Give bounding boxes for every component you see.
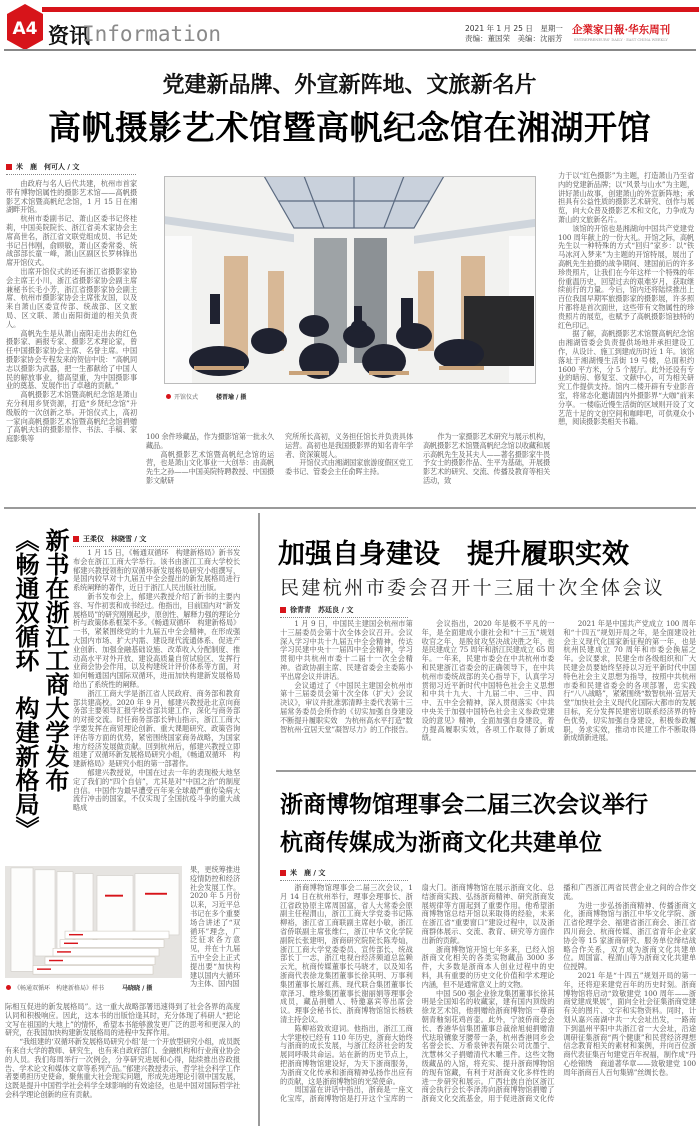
paragraph: 郁建兴教授说，中国在过去一年的表现极大地坚定了我们的“四个自信”，尤其是对“中国之治”的制度自信。中国作为最早遭受百年来全球最严重传染病大流行冲击的国家，不仅实现了全国抗疫斗争的重大战略成	[73, 767, 240, 813]
article4-title	[280, 786, 648, 862]
paragraph: 高帆摄影艺术馆暨高帆纪念馆的运营，也是萧山文化事业一大创举：由高帆先生之孙——中国美院特聘教授、中国摄影文献研	[146, 449, 274, 485]
article3-divider	[276, 770, 696, 772]
issue-date: 2021 年 1 月 25 日 星期一	[465, 24, 563, 33]
article4-byline	[280, 868, 408, 881]
paragraph: 浙江工商大学是浙江省人民政府、商务部和教育部共建高校。2020 年 9 月，郁建兴教授赴北京向商务部主要领导汇报学校省部共建工作，深化与商务部的对接交流。时任商务部部长钟山指示，浙江工商大学要发挥在商贸理论创新、重大课题研究、政策咨询评估等方面的优势，紧密围绕国家商务战略，为国家地方经济发展做贡献。回到杭州后，郁建兴教授立即组建了双循环新发展格局研究小组，《畅通双循环 构建新格局》是研究小组的第一部著作。	[73, 688, 240, 769]
article2-title-line2: 《畅通双循环 构建新格局》	[11, 528, 40, 840]
byline-text: 米 鹿 何可人 / 文	[16, 163, 80, 171]
article3-body	[280, 620, 696, 743]
article1-col3	[285, 433, 413, 477]
article1-photo-caption	[166, 392, 246, 401]
photo-credit: 楼晋瑜 / 摄	[216, 394, 247, 401]
paragraph: 开馆仪式由湘湖国家旅游度假区党工委书记、管委会主任俞晖主持。	[285, 458, 413, 477]
article3-subtitle: 民建杭州市委会召开十三届十次全体会议	[280, 577, 666, 599]
byline-text: 徐青青 苏廷良 / 文	[290, 606, 354, 614]
paragraph: 2021 年是“十四五”规划开局的第一年，还将迎来建党百年的历史时刻。浙商博物馆将启动“致敬建党 100 周年——浙商党建成果展”，面向全社会征集浙商党建有关的图片、文字和实物资料。同时，计划从嘉兴南湖中共一大会址出发，一路南下到温州平阳中共浙江省一大会址，沿途调研征集浙商“两个健康”和民营经济理想信念教育相关的素材和案例，并向百位浙商代表征集百句建党百年祝福，制作成“丹心绘锦绣 商道著华章——致敬建党 100 周年浙商百人百句集锦”丝绸长卷。	[563, 970, 696, 1077]
page-number-badge	[6, 3, 44, 51]
newspaper-logo: 企業家日報·华东周刊	[572, 24, 671, 36]
article2-col-side	[190, 866, 240, 989]
paragraph: 高帆摄影艺术馆暨高帆纪念馆是萧山充分利用乡贤资源，打造“乡贤纪念馆”升级版的一次创新之举。开馆仪式上，高初一家向高帆摄影艺术馆暨高帆纪念馆捐赠了高帆夫妇的摄影原作、书法、手稿、家庭影集等	[6, 390, 137, 444]
paragraph: 2021 年是中国共产党成立 100 周年和“十四五”规划开局之年，是全面建设社会主义现代化国家新征程的第一年，也是杭州民建成立 70 周年和市委会换届之年。会议要求，民建全市各级组织和广大民建会员要始终坚持以习近平新时代中国特色社会主义思想为指导，按照中共杭州市委和民建省委会的各项部署，忠实践行“八八战略”，紧紧围绕“数智杭州·宜居天堂”加快社会主义现代化国际大都市的发展目标，充分发挥民建密切联系经济界的特色优势，切实加强自身建设，积极参政履职，务求实效，推动市民建工作不断取得新成绩新进展。	[563, 619, 696, 743]
article1-kicker: 党建新品牌、外宣新阵地、文旅新名片	[162, 72, 537, 98]
byline-marker-icon	[73, 536, 79, 542]
paragraph: 100 余件珍藏品，作为摄影馆第一批永久藏品。	[146, 432, 275, 450]
byline-text: 米 鹿 / 文	[290, 869, 326, 877]
caption-marker-icon	[166, 394, 171, 399]
paragraph: 究所所长高初，义务担任馆长并负责具体运营。高初也是我国摄影界的知名青年学者、资深策展人。	[285, 432, 413, 459]
article4-title-line1: 浙商博物馆理事会二届三次会议举行	[280, 791, 648, 818]
paragraph: 浙商博物馆理事会二届三次会议，1 月 14 日在杭州举行，理事会理事长、浙江省政协原主席周国富，省人大常委会原副主任程渭山，浙江工商大学党委书记陈柳裕，浙江省工商联副主席赵小敏，浙江省侨联副主席张维仁，浙江中华文化学院副院长张建明，浙商研究院院长陈寿灿，浙江工商大学党委委员、宣传部长、统战部长丁一志，浙江电视台经济频道总监赖云光，杭商传媒董事长马晓才，以及知名浙商代表徐龙集团董事长徐其明、万事利集团董事长屠红燕、现代联合集团董事长章泽习、维珍集团董事长谢丽娟等理事会成员，藏品捐赠人、特邀嘉宾等出席会议。理事会秘书长、浙商博物馆馆长杨轶清主持会议。	[280, 883, 413, 1024]
paragraph: 据了解，高帆摄影艺术馆暨高帆纪念馆由湘湖管委会负责提供场地并承担建设工作，从设计、施工到建成历时近 1 年。该馆落址于湘湖慢生活街 19 号楼，总面积约 1600 平方米，分 5 个展厅。此外还设有专业的暗房、修复室、文献中心，可为相关研究工作提供支持。馆内二楼开辟有专业影音室，将常态化邀请国内外摄影界“大咖”前来分享。一楼临近慢生活街的区域则开设了文艺范十足的文创空间和咖啡吧，可供观众小憩，阅读摄影类相关书籍。	[558, 329, 694, 427]
paragraph: 该馆的开馆也是湘湖向中国共产党建党 100 周年献上的一份大礼。开馆之际，高帆先生以一种特殊的方式“回归”家乡：以“铁马冰河入梦来”为主题的开馆特展，展出了高帆先生拍摄的战争期间、建国前后的许多珍贵照片，让我们在今年这样一个特殊的年份重温历史，回望过去的艰难岁月，获取继续前行的力量。今后，馆内还将陆续推出上百位我国早期军旅摄影家的摄影展，许多照片都将是首次面世，这些带有文物属性的珍贵照片的展览，也赋予了高帆摄影馆独特的红色印记。	[558, 223, 694, 330]
article1-title: 高帆摄影艺术馆暨高帆纪念馆在湘湖开馆	[48, 108, 651, 147]
paragraph: 际相互促进的新发展格局”。这一重大战略部署迅速得到了社会各界的高度认同和积极响应。因此，这本书的出版恰逢其时，充分体现了科研人“把论文写在祖国的大地上”的情怀，希望本书能够激发更广泛的思考和更深入的研究，在我国加快构建新发展格局的进程中发挥作用。	[5, 1002, 240, 1038]
paragraph: 1 月 15 日，《畅通双循环 构建新格局》新书发布会在浙江工商大学举行。该书由浙江工商大学校长郁建兴教授领衔的双循环新发展格局研究小组撰写，是国内较早对十九届五中全会提出的新发展格局进行系统阐释的著作，近日于浙江人民出版社出版。	[73, 548, 240, 593]
paragraph: 会议指出，2020 年是极不平凡的一年，是全面建成小康社会和“十三五”规划收官之年，是脱贫攻坚决战决胜之年，也是民建成立 75 周年和浙江民建成立 65 周年。一年来，民建市委会在中共杭州市委和民建浙江省委会的正确领导下，在中共杭州市委统战部的关心指导下，认真学习贯彻习近平新时代中国特色社会主义思想和中共十九大、十九届二中、三中、四中、五中全会精神，深入贯彻落实《中共中央关于加强中国特色社会主义参政党建设的意见》精神，全面加强自身建设，着力提高履职实效，各项工作取得了新成绩。	[421, 619, 555, 743]
article1-col1	[6, 180, 137, 444]
article3-title: 加强自身建设 提升履职实效	[278, 539, 629, 570]
article1-col4	[423, 433, 550, 486]
byline-marker-icon	[6, 164, 12, 170]
paragraph: 杭州市委副书记、萧山区委书记佟桂莉，中国美院院长、浙江省美术家协会主席高世名，浙江省文联党组成员、书记处书记吕伟刚，俞顾敏，萧山区委常委、统战部部长童一峰，萧山区副区长罗林锋出席开馆仪式。	[6, 214, 137, 268]
article2-book-photo	[5, 866, 182, 978]
dateline	[465, 24, 563, 44]
paragraph: 新书发布会上，郁建兴教授介绍了新书的主要内容、写作初衷和成书经过。他指出，目前国内对“新发展格局”的研究刚刚起步，原创性、解释力强的理论分析与政策体系框架不多。《畅通双循环 构建新格局》一书，紧紧围绕党的十九届五中全会精神，在形成强大国内市场、扩大内需、建设现代流通体系、促进产业创新、加强金融基础设施、改革收入分配制度、推动高水平对外开放、建设高质量自贸试验区、发挥行业商会协会作用，以及构建统计评价体系等方面，对如何畅通国内国际双循环，进而加快构建新发展格局给出了系统性的阐释。	[73, 591, 240, 689]
paragraph: 高帆先生是从萧山南阳走出去的红色摄影家、画报专家、摄影艺术理论家，曾任中国摄影家协会主席、名誉主席。中国摄影家协会专程发来的贺信中说：“高帆同志以摄影为武器，把一生都献给了中国人民的解放事业，德高望重，为中国摄影事业的奠基、发展作出了卓越的贡献。”	[6, 328, 137, 391]
paragraph: 会议通过了《中国民主建国会杭州市第十三届委员会第十次全体（扩大）会议决议》，审议并批准郭清晔主委代表第十三届常务委员会所作的《切实加强自身建设 不断提升履职实效 为杭州高水平打造“数智杭州·宜居天堂”凝智尽力》的工作报告。	[280, 680, 420, 734]
article1-photo-opening-ceremony	[164, 176, 536, 384]
paragraph: 果，更统筹推进疫情防控和经济社会发展工作。2020 年 5 月份以来，习近平总书记在多个重要场合讲述了“双循环”理念，广泛征求各方意见，并在十九届五中全会上正式提出要“加快构建以国内大循环为主体、国内国	[190, 865, 240, 989]
article2-vertical-title	[8, 528, 70, 848]
byline-marker-icon	[280, 607, 286, 613]
paragraph: “我组建的‘双循环新发展格局研究小组’是一个开放型研究小组，成员既有来自大学的教师、研究生，也有来自政府部门、金融机构和行业商业协会的人员。我们每周举行一次例会，分享研究进展和心得，陆续推出咨政报告、学术论文和媒体文章等系列产品。”郁建兴教授表示，哲学社会科学工作者要勇担历史使命，聚焦重大社会现实问题，形成先进理论引领中国发展，这既是提升中国哲学社会科学全球影响的有效途径，也是中国对国际哲学社会科学理论创新的应有贡献。	[5, 1037, 240, 1099]
article4-title-line2: 杭商传媒成为浙商文化共建单位	[280, 829, 602, 856]
paragraph: 1 月 9 日，中国民主建国会杭州市第十三届委员会第十次全体会议召开。会议深入学习中共十九届五中全会精神，传达学习民建中央十一届四中全会精神，学习贯彻中共杭州市委十二届十一次全会精神。省政协副主席、民建省委会主委陈小平出席会议并讲话。	[280, 619, 413, 681]
article1-col2	[146, 433, 274, 486]
article1-divider	[4, 507, 696, 509]
article3-byline	[280, 605, 408, 618]
editors: 责编：董国荣 美编：沈丽芳	[465, 34, 563, 43]
paragraph: 为进一步弘扬浙商精神、传播浙商文化，浙商博物馆与浙江中华文化学院、浙江省伦理学会、福建省浙江商会、浙江省四川商会、杭商传媒、浙江省青年企业家协会等 15 家浙商研究、服务单位缔结战略合作关系，双方成为浙商文化共建单位。周国富、程渭山等为浙商文化共建单位授牌。	[563, 900, 696, 972]
article2-col-bottom	[5, 1003, 240, 1100]
paragraph: 浙商博物馆开馆七年多来，已经入馆浙商文化相关的各类实物藏品 3000 多件，大多数是浙商本人创业过程中的史料，具有重要的历史文化价值和学术理论内涵，但不是通常意义上的文物。	[421, 944, 555, 989]
caption-text: 《畅通双循环 构建新格局》样书	[14, 985, 105, 992]
paragraph: 力于以“红色摄影”为主题，打造萧山乃至省内的党建新品牌；以“风景与山水”为主题，讲好萧山故事，创建萧山的外宣新阵地；承担具有公益性质的摄影艺术研究、创作与展览，向大众普及摄影艺术和文化，力争成为萧山的文旅新名片。	[558, 171, 694, 224]
article1-byline	[6, 162, 136, 175]
article1-col5	[558, 172, 694, 427]
paragraph: 周国富在讲话中指出，浙商是一座文化宝库，浙商博物馆是打开这个宝库的一扇大门。浙商博物馆在展示浙商文化、总结浙商实践、弘扬浙商精神、研究浙商发展规律等方面起到了重要作用。他希望浙商博物馆总结开馆以来取得的经验，未来在浙江省“重要窗口”建设过程中，以及浙商群体展示、交流、教育、研究等方面作出新的贡献。	[280, 883, 555, 1104]
byline-text: 王柔仪 林晓雪 / 文	[83, 535, 147, 543]
photo-credit: 马晓晓 / 摄	[122, 985, 153, 992]
newspaper-logo-en: ENTREPRENEURS' DAILY · EAST CHINA WEEKLY	[574, 38, 668, 42]
section-title-en: Information	[82, 22, 222, 46]
header-divider	[4, 49, 696, 51]
page-number: A4	[12, 19, 38, 39]
article2-photo-caption	[6, 983, 152, 992]
paragraph: 由政府与名人后代共建，杭州市首家带有博物馆属性的摄影艺术馆——高帆摄影艺术馆暨高帆纪念馆，1 月 15 日在湘湖畔开馆。	[6, 179, 137, 215]
section-title: 资讯	[48, 24, 90, 48]
article2-byline	[73, 534, 240, 547]
paragraph: 中国 500 强企业徐龙集团董事长徐其明是全国知名的收藏家，建有国内顶级的徐龙艺术馆，他捐赠给浙商博物馆一尊南朝青釉刻花鸡首壶。此外，宁波侨商会会长、香港华信集团董事总裁徐旭昶捐赠清代珐琅镶象牙腰带一条，杭州香港同乡会名誉会长、万希泉钟表有限公司沈墨宁、沈慧林父子捐赠清代木雕三件。这些文物级藏品的入馆，将充实、提升浙商博物馆的现有馆藏，有利于对浙商文化多样性的进一步研究和展示。广西壮族自治区浙江商会执行会长李泽涛向浙商博物馆捐赠了浙商文化交流基金，用于促进浙商文化传播和广西浙江两省民营企业之间的合作交流。	[421, 883, 696, 1104]
paragraph: 陈柳裕致欢迎词。他指出，浙江工商大学建校已经有 110 年历史，浙商大始终与浙商的成长发展，与浙江经济社会的发展同呼吸共命运。站在新的历史节点上，把浙商博物馆建设好，为天下浙商服务，为浙商文化传承和浙商精神弘扬作出应有的贡献，这是浙商博物馆的光荣使命。	[280, 1023, 413, 1086]
caption-marker-icon	[6, 985, 11, 990]
article4-body	[280, 884, 696, 1104]
article2-title-line1: 新书在浙江工商大学发布	[41, 528, 70, 792]
byline-marker-icon	[280, 870, 286, 876]
header-red-bar	[42, 7, 699, 12]
paragraph: 作为一家摄影艺术研究与展示机构，高帆摄影艺术馆暨高帆纪念馆以收藏和展示高帆先生及其夫人——著名摄影家牛畏予女士的摄影作品、生平为基础，开展摄影艺术的研究、交流、传播及教育等相关活动，致	[423, 432, 550, 485]
paragraph: 出席开馆仪式的还有浙江省摄影家协会主席王小川，浙江省摄影家协会副主席兼秘书长毛小芳，浙江省摄影家协会副主席、杭州市摄影家协会主席张友国，以及来自萧山区委宣传部、统战部、区文旅局、区文联、萧山南阳街道的相关负责人。	[6, 266, 137, 329]
vertical-divider	[258, 513, 260, 1126]
caption-text: 开馆仪式	[174, 394, 199, 401]
article2-col-main	[73, 549, 240, 813]
